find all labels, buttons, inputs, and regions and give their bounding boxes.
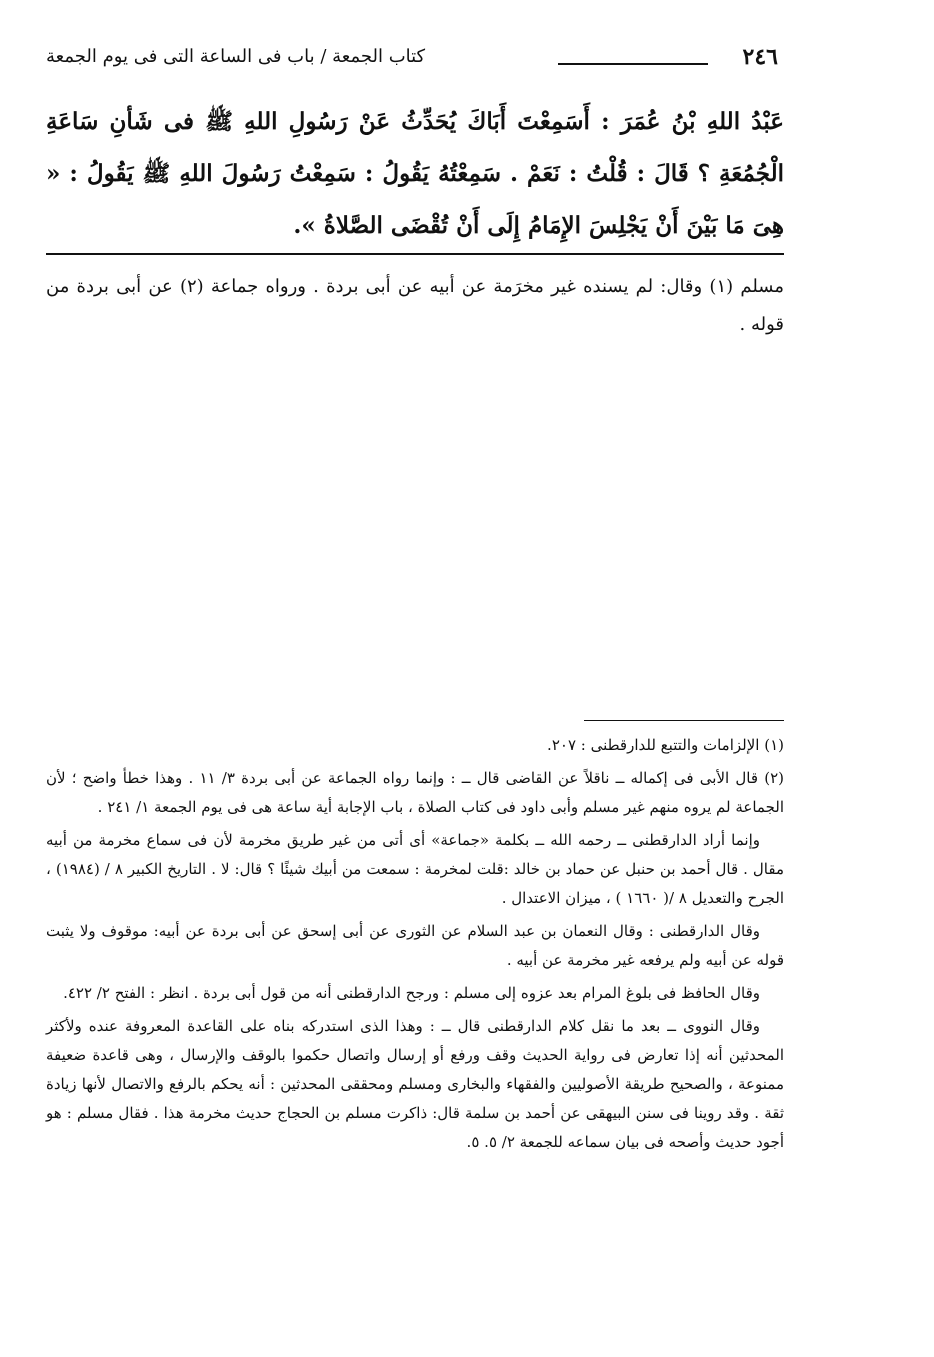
footnote-paragraph: وقال الحافظ فى بلوغ المرام بعد عزوه إلى مسلم : ورجح الدارقطنى أنه من قول أبى بردة . انظر : الفتح ٢/ ٤٢٢. — [63, 984, 760, 1002]
footnote-2: (٢) قال الأبى فى إكماله ــ ناقلاً عن القاضى قال ــ : وإنما رواه الجماعة عن أبى بردة ٣/ ١١ . وهذا خطأ واضح ؛ لأن الجماعة لم يروه منهم غير مسلم وأبى داود فى كتاب الصلاة ، باب الإجابة أية ساعة هى فى يوم الجمعة ١/ ٢٤١ . — [46, 769, 785, 816]
commentary-text: مسلم (١) وقال: لم يسنده غير مخرَمة عن أبيه عن أبى بردة . ورواه جماعة (٢) عن أبى بردة من قوله . — [46, 276, 784, 335]
footnote-paragraph: وقال الدارقطنى : وقال النعمان بن عبد السلام عن الثورى عن أبى إسحق عن أبى بردة عن أبيه: موقوف ولا يثبت قوله عن أبيه ولم يرفعه غير مخرمة عن أبيه . — [46, 922, 784, 969]
footnote-paragraph: وإنما أراد الدارقطنى ــ رحمه الله ــ بكلمة «جماعة» أى أتى من غير طريق مخرمة لأن فى سماع مخرمة من أبيه مقال . قال أحمد بن حنبل عن حماد بن خالد :قلت لمخرمة : سمعت من أبيك شيئًا ؟ قال: لا . التاريخ الكبير ٨ / (١٩٨٤) ، الجرح والتعديل ٨ /( ١٦٦٠ ) ، ميزان الاعتدال . — [46, 831, 784, 907]
header-divider — [558, 63, 708, 65]
footnotes-divider — [584, 720, 784, 721]
hadith-text: عَبْدُ اللهِ بْنُ عُمَرَ : أَسَمِعْتَ أَبَاكَ يُحَدِّثُ عَنْ رَسُولِ اللهِ ﷺ فى شَأنِ سَاعَةِ الْجُمُعَةِ ؟ قَالَ : قُلْتُ : نَعَمْ . سَمِعْتُهُ يَقُولُ : سَمِعْتُ رَسُولَ اللهِ ﷺ يَقُولُ : « هِىَ مَا بَيْنَ أَنْ يَجْلِسَ الإِمَامُ إِلَى أَنْ تُقْضَى الصَّلاةُ ». — [46, 108, 784, 239]
page-number: ٢٤٦ — [742, 44, 778, 70]
page-header — [46, 44, 778, 78]
main-divider — [46, 253, 784, 255]
footnote-paragraph: وقال النووى ــ بعد ما نقل كلام الدارقطنى قال ــ : وهذا الذى استدركه بناه على القاعدة المعروفة عنده ولأكثر المحدثين أنه إذا تعارض فى رواية الحديث وقف ورفع أو إرسال واتصال حكموا بالوقف والإرسال ، وهى قاعدة ضعيفة ممنوعة ، والصحيح طريقة الأصوليين والفقهاء والبخارى ومسلم ومحققى المحدثين : أنه يحكم بالرفع والاتصال لأنها زيادة ثقة . وقد روينا فى سنن البيهقى عن أحمد بن سلمة قال: ذاكرت مسلم بن الحجاج حديث مخرمة هذا . فقال مسلم : هو أجود حديث وأصحه فى بيان سماعه للجمعة ٢/ ٥. ٥. — [46, 1017, 784, 1151]
footnote-1: (١) الإلزامات والتتبع للدارقطنى : ٢٠٧. — [547, 736, 784, 754]
footnotes — [46, 731, 784, 1161]
running-title: كتاب الجمعة / باب فى الساعة التى فى يوم الجمعة — [46, 46, 426, 67]
